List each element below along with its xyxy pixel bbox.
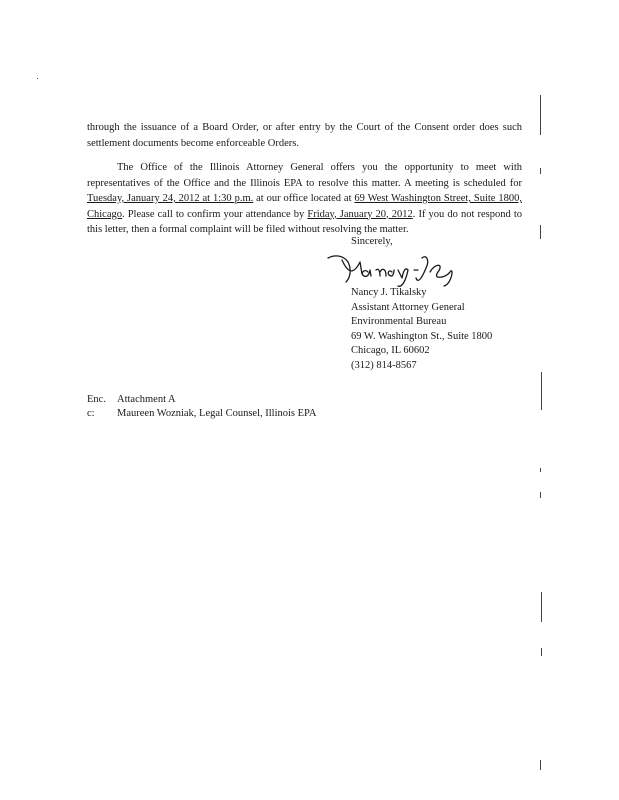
meeting-text-part4: . If you do not respond to this letter, then a formal complaint will be filed without resolving the matter.	[87, 208, 522, 235]
enclosure-value: Attachment A	[117, 394, 176, 405]
meeting-text-part3: . Please call to confirm your attendance by	[122, 208, 308, 220]
scan-artifact	[540, 225, 541, 239]
signer-city: Chicago, IL 60602	[351, 345, 430, 356]
enclosure-label: Enc.	[87, 394, 106, 405]
signer-address: 69 W. Washington St., Suite 1800	[351, 330, 493, 342]
scan-artifact	[541, 648, 542, 656]
signature-block	[351, 286, 492, 373]
scan-artifact	[540, 492, 541, 498]
meeting-paragraph	[87, 160, 522, 238]
meeting-text-part1: The Office of the Illinois Attorney General offers you the opportunity to meet with representatives of the Office and the Illinois EPA to resolve this matter. A meeting is scheduled for	[87, 162, 522, 189]
scan-artifact	[540, 168, 541, 174]
meeting-text-part2: at our office located at	[253, 193, 355, 204]
signer-phone: (312) 814-8567	[351, 359, 417, 371]
confirm-date: Friday, January 20, 2012	[307, 208, 413, 220]
signer-title: Assistant Attorney General	[351, 301, 465, 313]
scan-artifact	[540, 468, 541, 472]
scan-artifact	[540, 95, 541, 135]
scan-artifact	[541, 372, 542, 410]
cc-label: c:	[87, 408, 95, 419]
continuation-paragraph	[87, 120, 522, 151]
scan-artifact	[540, 760, 541, 770]
cc-line	[87, 408, 317, 419]
meeting-date: Tuesday, January 24, 2012 at 1:30 p.m.	[87, 193, 254, 204]
meeting-address: 69 West Washington Street, Suite 1800, Chicago	[87, 193, 522, 220]
signer-name: Nancy J. Tikalsky	[351, 287, 427, 298]
closing-salutation: Sincerely,	[351, 236, 393, 247]
meeting-paragraph-text	[87, 160, 522, 238]
scan-artifact	[37, 78, 38, 79]
handwritten-signature	[322, 248, 462, 290]
scan-artifact	[541, 592, 542, 622]
signer-division: Environmental Bureau	[351, 316, 447, 327]
cc-value: Maureen Wozniak, Legal Counsel, Illinois EPA	[117, 408, 317, 419]
continuation-text: through the issuance of a Board Order, or after entry by the Court of the Consent order does such settlement documents become enforceable Orders.	[87, 122, 522, 149]
enclosure-line	[87, 394, 176, 405]
